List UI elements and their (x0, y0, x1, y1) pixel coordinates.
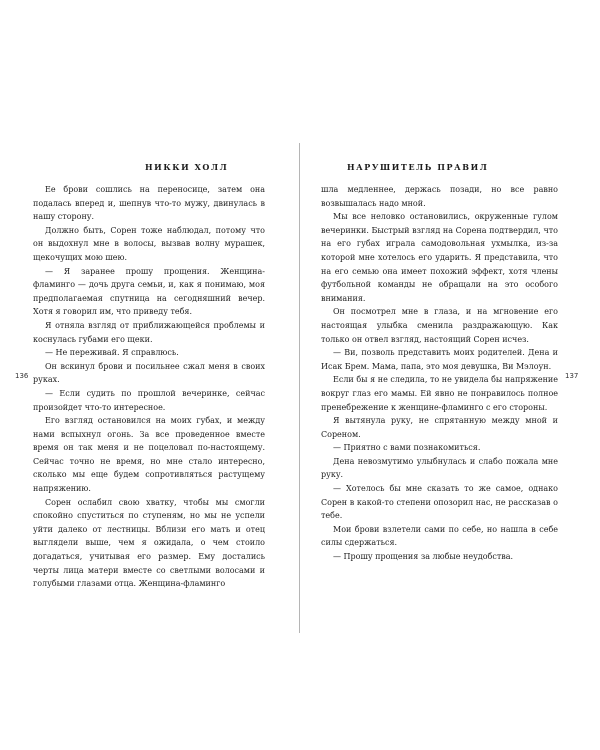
right-page-number: 137 (565, 372, 579, 380)
left-running-header: НИККИ ХОЛЛ (145, 162, 229, 172)
paragraph: Дена невозмутимо улыбнулась и слабо пожала мне руку. (321, 456, 558, 480)
paragraph: — Хотелось бы мне сказать то же самое, однако Сорен в какой-то степени опозорил нас, не рассказав о тебе. (321, 484, 558, 521)
right-page-text (321, 183, 558, 564)
paragraph: Мы все неловко остановились, окруженные гулом вечеринки. Быстрый взгляд на Сорена подтвердил, что на его губах играла самодовольная ухмылка, из-за которой мне хотелось его ударить. Я представила, что на его семью она имеет похожий эффект, хотя члены футбольной команды не обращали на это особого внимания. (321, 212, 558, 303)
page-gutter-divider (299, 143, 300, 633)
paragraph: — Приятно с вами познакомиться. (333, 443, 481, 453)
left-page-text (33, 183, 265, 591)
paragraph: Он вскинул брови и посильнее сжал меня в своих руках. (33, 361, 265, 385)
paragraph: Сорен ослабил свою хватку, чтобы мы смогли спокойно спуститься по ступеням, но мы не успели уйти далеко от лестницы. Вблизи его мать и отец выглядели выше, чем я ожидала, о чем стоило догадаться, учитывая его размер. Ему достались черты лица матери вместе со светлыми волосами и голубыми глазами отца. Женщина-фламинго (33, 497, 265, 589)
right-running-header: НАРУШИТЕЛЬ ПРАВИЛ (347, 162, 489, 172)
paragraph: Должно быть, Сорен тоже наблюдал, потому что он выдохнул мне в волосы, вызвав волну мурашек, щекочущих мою шею. (33, 225, 265, 262)
paragraph: Его взгляд остановился на моих губах, и между нами вспыхнул огонь. За все проведенное вместе время он так меня и не поцеловал по-настоящему. Сейчас точно не время, но мне стало интересно, сколько мы еще будем сопротивляться растущему напряжению. (33, 416, 265, 494)
paragraph: Если бы я не следила, то не увидела бы напряжение вокруг глаз его мамы. Ей явно не понравилось полное пренебрежение к женщине-фламинго с его стороны. (321, 375, 558, 412)
paragraph: Я отняла взгляд от приближающейся проблемы и коснулась губами его щеки. (33, 320, 265, 344)
paragraph: — Прошу прощения за любые неудобства. (333, 552, 514, 562)
paragraph: Мои брови взлетели сами по себе, но нашла в себе силы сдержаться. (321, 524, 558, 548)
paragraph: — Не переживай. Я справлюсь. (45, 348, 179, 358)
paragraph: — Ви, позволь представить моих родителей. Дена и Исак Брем. Мама, папа, это моя девушка, Ви Мэлоун. (321, 348, 558, 371)
paragraph: Я вытянула руку, не спрятанную между мной и Сореном. (321, 416, 558, 439)
paragraph: Ее брови сошлись на переносице, затем она подалась вперед и, шепнув что-то мужу, двинулась в нашу сторону. (33, 185, 265, 222)
paragraph: Он посмотрел мне в глаза, и на мгновение его настоящая улыбка сменила раздражающую. Как только он отвел взгляд, настоящий Сорен исчез. (321, 307, 558, 344)
continued-paragraph: шла медленнее, держась позади, но все равно возвышалась надо мной. (321, 185, 558, 208)
paragraph: — Если судить по прошлой вечеринке, сейчас произойдет что-то интересное. (33, 388, 265, 412)
paragraph: — Я заранее прошу прощения. Женщина-фламинго — дочь друга семьи, и, как я понимаю, моя предполагаемая спутница на сегодняшний вечер. Хотя я говорил им, что приведу тебя. (33, 266, 265, 317)
left-page-number: 136 (15, 372, 29, 380)
